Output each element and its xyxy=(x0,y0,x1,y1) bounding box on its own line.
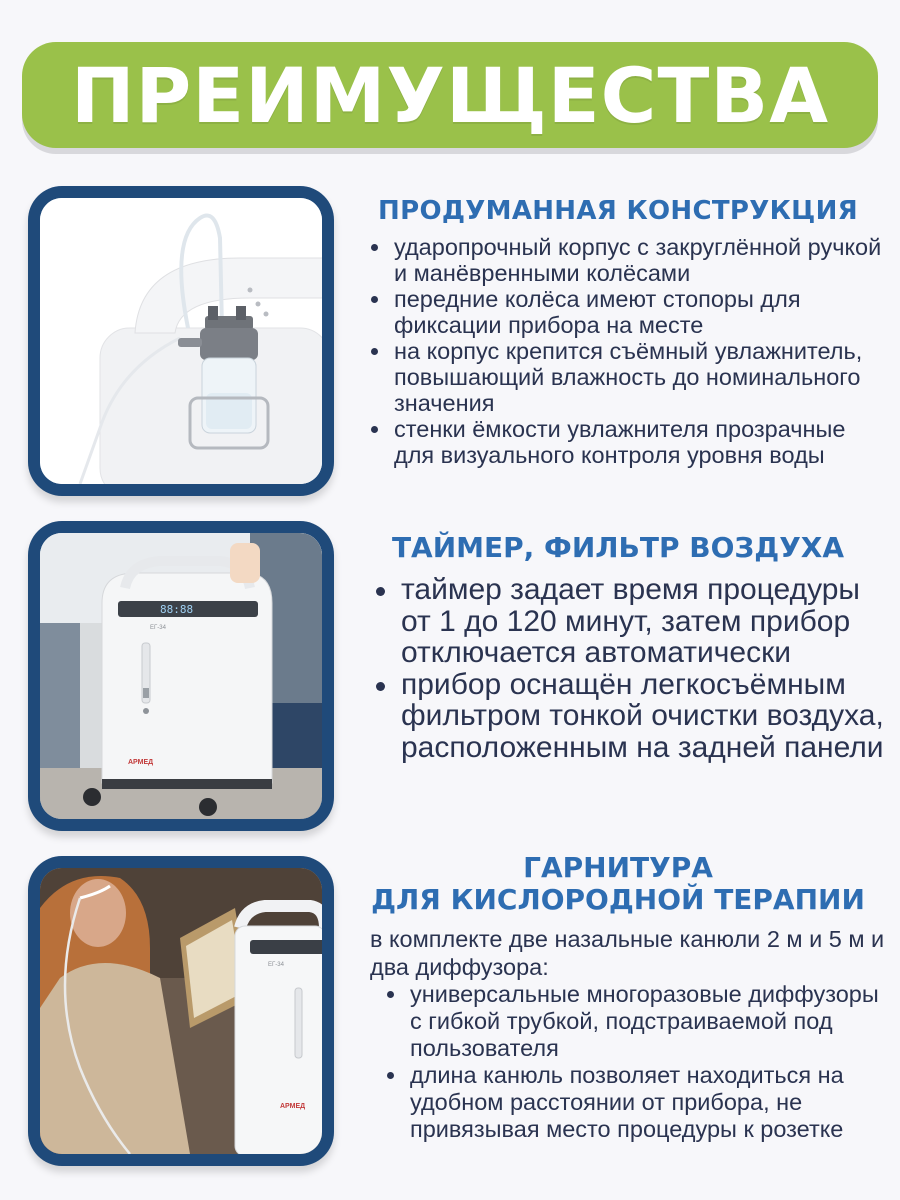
humidifier-illustration xyxy=(40,198,322,484)
brand-label: АРМЕД xyxy=(128,759,154,766)
therapy-illustration xyxy=(40,868,322,1154)
list-item: ударопрочный корпус с закруглённой ручкой и манёвренными колёсами xyxy=(368,234,888,286)
svg-text:АРМЕД: АРМЕД xyxy=(280,1103,306,1110)
list-item: стенки ёмкости увлажнителя прозрачные для визуального контроля уровня воды xyxy=(368,416,888,468)
heading-line-1: ГАРНИТУРА xyxy=(523,851,713,884)
page-title: ПРЕИМУЩЕСТВА xyxy=(70,50,830,140)
headset-bullet-list xyxy=(384,981,894,1143)
list-item: передние колёса имеют стопоры для фиксации прибора на месте xyxy=(368,286,888,338)
timer-bullet-list xyxy=(372,574,892,763)
device-illustration xyxy=(40,533,322,819)
humidifier-photo xyxy=(40,198,322,484)
display-readout: 88:88 xyxy=(160,603,194,616)
design-bullet-list xyxy=(368,234,888,468)
list-item: длина канюль позволяет находиться на удобном расстоянии от прибора, не привязывая место процедуры к розетке xyxy=(384,1062,894,1143)
list-item: на корпус крепится съёмный увлажнитель, повышающий влажность до номинального значения xyxy=(368,338,888,416)
list-item: универсальные многоразовые диффузоры с гибкой трубкой, подстраиваемой под пользователя xyxy=(384,981,894,1062)
headset-photo xyxy=(40,868,322,1154)
title-banner xyxy=(22,42,878,148)
headset-intro: в комплекте две назальные канюли 2 м и 5 м и два диффузора: xyxy=(370,926,885,980)
photo-frame-timer xyxy=(28,521,334,831)
svg-text:ЕГ-34: ЕГ-34 xyxy=(268,962,284,968)
photo-frame-headset xyxy=(28,856,334,1166)
photo-frame-humidifier xyxy=(28,186,334,496)
model-label: ЕГ-34 xyxy=(150,625,166,631)
section-heading-headset xyxy=(344,852,892,916)
section-heading-timer: ТАЙМЕР, ФИЛЬТР ВОЗДУХА xyxy=(391,531,845,564)
section-heading-design: ПРОДУМАННАЯ КОНСТРУКЦИЯ xyxy=(378,196,858,226)
timer-photo xyxy=(40,533,322,819)
heading-line-2: ДЛЯ КИСЛОРОДНОЙ ТЕРАПИИ xyxy=(371,883,865,916)
list-item: таймер задает время процедуры от 1 до 120 минут, затем прибор отключается автоматически xyxy=(372,574,892,669)
list-item: прибор оснащён легкосъёмным фильтром тонкой очистки воздуха, расположенным на задней панели xyxy=(372,669,892,764)
